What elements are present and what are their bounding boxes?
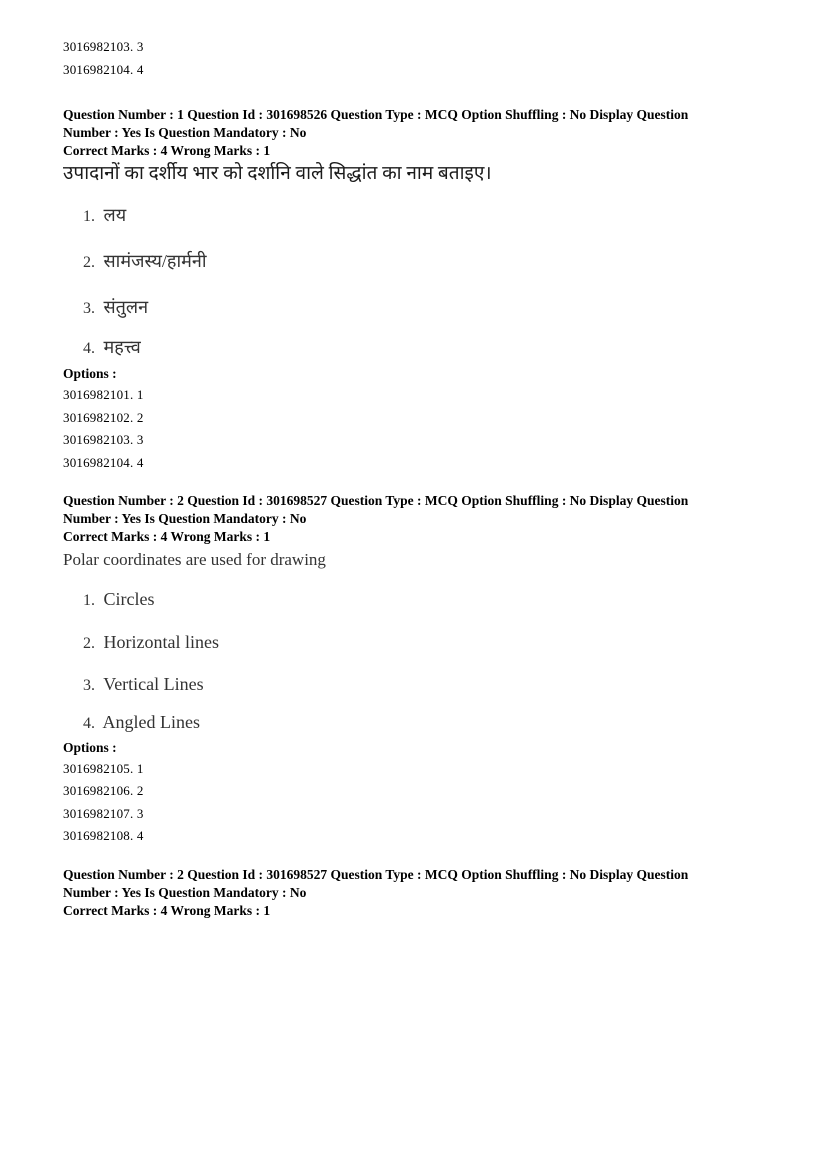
question-block-3 bbox=[63, 866, 763, 920]
question-meta-line: Question Number : 1 Question Id : 301698526 Question Type : MCQ Option Shuffling : No Display Question bbox=[63, 107, 689, 122]
choice-number: 3. bbox=[83, 300, 95, 317]
question-text: Polar coordinates are used for drawing bbox=[63, 550, 326, 569]
option-line: 3016982108. 4 bbox=[63, 828, 144, 843]
choice-label: Circles bbox=[103, 589, 155, 609]
choice-number: 3. bbox=[83, 677, 95, 694]
choice-item bbox=[83, 284, 763, 330]
choice-item bbox=[83, 238, 763, 284]
option-line: 3016982106. 2 bbox=[63, 783, 144, 798]
option-line: 3016982107. 3 bbox=[63, 805, 144, 821]
question-meta-line: Number : Yes Is Question Mandatory : No bbox=[63, 884, 307, 900]
options-list bbox=[63, 384, 763, 474]
option-line: 3016982105. 1 bbox=[63, 760, 144, 776]
choice-list bbox=[63, 192, 763, 364]
choice-number: 1. bbox=[83, 592, 95, 609]
choice-item bbox=[83, 330, 763, 364]
option-line: 3016982104. 4 bbox=[63, 61, 144, 77]
choice-label: महत्त्व bbox=[103, 337, 141, 357]
choice-item bbox=[83, 192, 763, 238]
choice-item bbox=[83, 706, 763, 738]
choice-label: Vertical Lines bbox=[103, 674, 204, 694]
options-label: Options : bbox=[63, 739, 117, 755]
choice-number: 2. bbox=[83, 634, 95, 652]
choice-item bbox=[83, 663, 763, 706]
choice-label: Horizontal lines bbox=[103, 631, 219, 652]
choice-number: 1. bbox=[83, 208, 95, 225]
question-text: उपादानों का दर्शीय भार को दर्शानि वाले सिद्धांत का नाम बताइए। bbox=[63, 163, 492, 184]
choice-item bbox=[83, 578, 763, 621]
top-options-list bbox=[63, 36, 763, 81]
question-marks: Correct Marks : 4 Wrong Marks : 1 bbox=[63, 529, 271, 544]
question-block-1 bbox=[63, 106, 763, 474]
option-line: 3016982103. 3 bbox=[63, 432, 144, 447]
question-meta-line: Question Number : 2 Question Id : 301698527 Question Type : MCQ Option Shuffling : No Display Question bbox=[63, 866, 689, 882]
choice-label: लय bbox=[103, 205, 127, 225]
option-line: 3016982102. 2 bbox=[63, 409, 144, 425]
document-page bbox=[63, 36, 763, 920]
choice-number: 4. bbox=[83, 714, 95, 732]
option-line: 3016982104. 4 bbox=[63, 454, 144, 470]
options-label: Options : bbox=[63, 366, 117, 381]
question-marks: Correct Marks : 4 Wrong Marks : 1 bbox=[63, 902, 271, 918]
choice-label: संतुलन bbox=[103, 297, 149, 317]
choice-number: 2. bbox=[83, 254, 95, 271]
choice-number: 4. bbox=[83, 340, 95, 357]
question-meta-line: Number : Yes Is Question Mandatory : No bbox=[63, 511, 307, 526]
option-line: 3016982101. 1 bbox=[63, 387, 144, 402]
option-line: 3016982103. 3 bbox=[63, 39, 144, 54]
choice-label: सामंजस्य/हार्मनी bbox=[103, 251, 207, 271]
question-marks: Correct Marks : 4 Wrong Marks : 1 bbox=[63, 143, 271, 158]
question-meta-line: Number : Yes Is Question Mandatory : No bbox=[63, 125, 307, 140]
options-list bbox=[63, 758, 763, 848]
question-block-2 bbox=[63, 492, 763, 848]
choice-item bbox=[83, 621, 763, 664]
choice-list bbox=[63, 578, 763, 738]
question-meta-line: Question Number : 2 Question Id : 301698527 Question Type : MCQ Option Shuffling : No Display Question bbox=[63, 493, 689, 508]
choice-label: Angled Lines bbox=[102, 711, 200, 732]
